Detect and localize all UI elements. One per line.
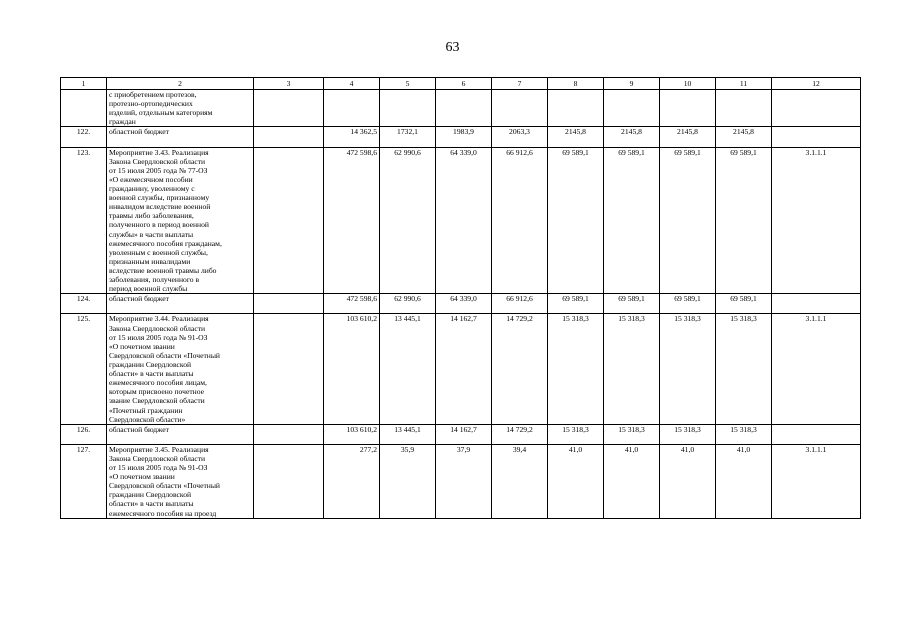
row-code: 3.1.1.1 (772, 444, 861, 518)
row-value: 15 318,3 (660, 424, 716, 444)
row-value: 62 990,6 (380, 294, 436, 314)
row-description: Мероприятие 3.44. Реализация Закона Свердловской области от 15 июля 2005 года № 91-ОЗ «О почетном звании Свердловской области «Почетный гражданин Свердловской области» в части выплаты ежемесячного пособия лицам, которым присвоено почетное звание Свердловской области «Почетный гражданин Свердловской области» (107, 314, 254, 424)
table-row (61, 127, 861, 147)
row-value: 69 589,1 (548, 294, 604, 314)
row-description: с приобретением протезов, протезно-ортопедических изделий, отдельным категориям граждан (107, 90, 254, 127)
table-header-row (61, 78, 861, 90)
row-col3 (254, 314, 324, 424)
row-value: 14 729,2 (492, 424, 548, 444)
row-number: 127. (61, 444, 107, 518)
row-value: 472 598,6 (324, 147, 380, 294)
row-number: 124. (61, 294, 107, 314)
row-value: 2145,8 (548, 127, 604, 147)
table-row (61, 314, 861, 424)
row-value: 69 589,1 (660, 147, 716, 294)
row-value (604, 90, 660, 127)
row-value: 69 589,1 (716, 294, 772, 314)
row-value: 69 589,1 (716, 147, 772, 294)
row-value: 66 912,6 (492, 147, 548, 294)
table-row (61, 444, 861, 518)
row-value: 39,4 (492, 444, 548, 518)
row-number: 122. (61, 127, 107, 147)
column-header-4: 4 (324, 78, 380, 90)
row-value: 15 318,3 (604, 424, 660, 444)
row-value: 69 589,1 (660, 294, 716, 314)
row-value: 13 445,1 (380, 424, 436, 444)
row-col3 (254, 294, 324, 314)
row-code: 3.1.1.1 (772, 147, 861, 294)
row-description: областной бюджет (107, 294, 254, 314)
column-header-12: 12 (772, 78, 861, 90)
row-value: 15 318,3 (604, 314, 660, 424)
row-value: 15 318,3 (548, 314, 604, 424)
row-code (772, 127, 861, 147)
row-value: 1983,9 (436, 127, 492, 147)
row-description: Мероприятие 3.43. Реализация Закона Свердловской области от 15 июля 2005 года № 77-ОЗ «О ежемесячном пособии гражданину, уволенному с военной службы, признанному инвалидом вследствие военной травмы либо заболевания, полученного в период военной службы» в части выплаты ежемесячного пособия гражданам, уволенным с военной службы, признанным инвалидами вследствие военной травмы либо заболевания, полученного в период военной службы (107, 147, 254, 294)
row-code: 3.1.1.1 (772, 314, 861, 424)
row-value: 41,0 (604, 444, 660, 518)
row-value: 14 729,2 (492, 314, 548, 424)
table-row (61, 424, 861, 444)
row-value: 1732,1 (380, 127, 436, 147)
row-value: 13 445,1 (380, 314, 436, 424)
row-col3 (254, 127, 324, 147)
row-value (436, 90, 492, 127)
column-header-7: 7 (492, 78, 548, 90)
row-value: 2145,8 (660, 127, 716, 147)
row-value (548, 90, 604, 127)
row-value (660, 90, 716, 127)
row-value: 103 610,2 (324, 314, 380, 424)
row-code (772, 424, 861, 444)
column-header-8: 8 (548, 78, 604, 90)
table-row (61, 147, 861, 294)
row-value: 14 362,5 (324, 127, 380, 147)
page-number: 63 (445, 40, 460, 55)
row-number (61, 90, 107, 127)
column-header-11: 11 (716, 78, 772, 90)
column-header-1: 1 (61, 78, 107, 90)
row-value: 472 598,6 (324, 294, 380, 314)
table-body (61, 78, 861, 519)
row-value: 41,0 (548, 444, 604, 518)
row-value (716, 90, 772, 127)
row-code (772, 90, 861, 127)
row-value: 37,9 (436, 444, 492, 518)
row-value: 41,0 (716, 444, 772, 518)
row-code (772, 294, 861, 314)
table-row (61, 294, 861, 314)
row-description: Мероприятие 3.45. Реализация Закона Свердловской области от 15 июля 2005 года № 91-ОЗ «О почетном звании Свердловской области «Почетный гражданин Свердловской области» в части выплаты ежемесячного пособия на проезд (107, 444, 254, 518)
row-value: 277,2 (324, 444, 380, 518)
row-value: 66 912,6 (492, 294, 548, 314)
column-header-10: 10 (660, 78, 716, 90)
column-header-5: 5 (380, 78, 436, 90)
row-col3 (254, 424, 324, 444)
row-number: 123. (61, 147, 107, 294)
column-header-2: 2 (107, 78, 254, 90)
row-value (380, 90, 436, 127)
column-header-6: 6 (436, 78, 492, 90)
row-value: 2145,8 (604, 127, 660, 147)
column-header-3: 3 (254, 78, 324, 90)
row-value: 14 162,7 (436, 424, 492, 444)
row-value (324, 90, 380, 127)
budget-table (60, 77, 861, 519)
row-number: 126. (61, 424, 107, 444)
row-description: областной бюджет (107, 127, 254, 147)
row-value: 62 990,6 (380, 147, 436, 294)
row-value: 2145,8 (716, 127, 772, 147)
row-value: 15 318,3 (716, 424, 772, 444)
row-col3 (254, 147, 324, 294)
row-number: 125. (61, 314, 107, 424)
row-col3 (254, 90, 324, 127)
row-value: 15 318,3 (660, 314, 716, 424)
row-value: 15 318,3 (716, 314, 772, 424)
row-value: 14 162,7 (436, 314, 492, 424)
row-value: 64 339,0 (436, 294, 492, 314)
row-col3 (254, 444, 324, 518)
column-header-9: 9 (604, 78, 660, 90)
row-value: 64 339,0 (436, 147, 492, 294)
row-value (492, 90, 548, 127)
row-value: 41,0 (660, 444, 716, 518)
row-value: 15 318,3 (548, 424, 604, 444)
row-value: 69 589,1 (548, 147, 604, 294)
row-value: 35,9 (380, 444, 436, 518)
row-value: 69 589,1 (604, 294, 660, 314)
table-row (61, 90, 861, 127)
row-value: 2063,3 (492, 127, 548, 147)
row-value: 69 589,1 (604, 147, 660, 294)
row-description: областной бюджет (107, 424, 254, 444)
row-value: 103 610,2 (324, 424, 380, 444)
